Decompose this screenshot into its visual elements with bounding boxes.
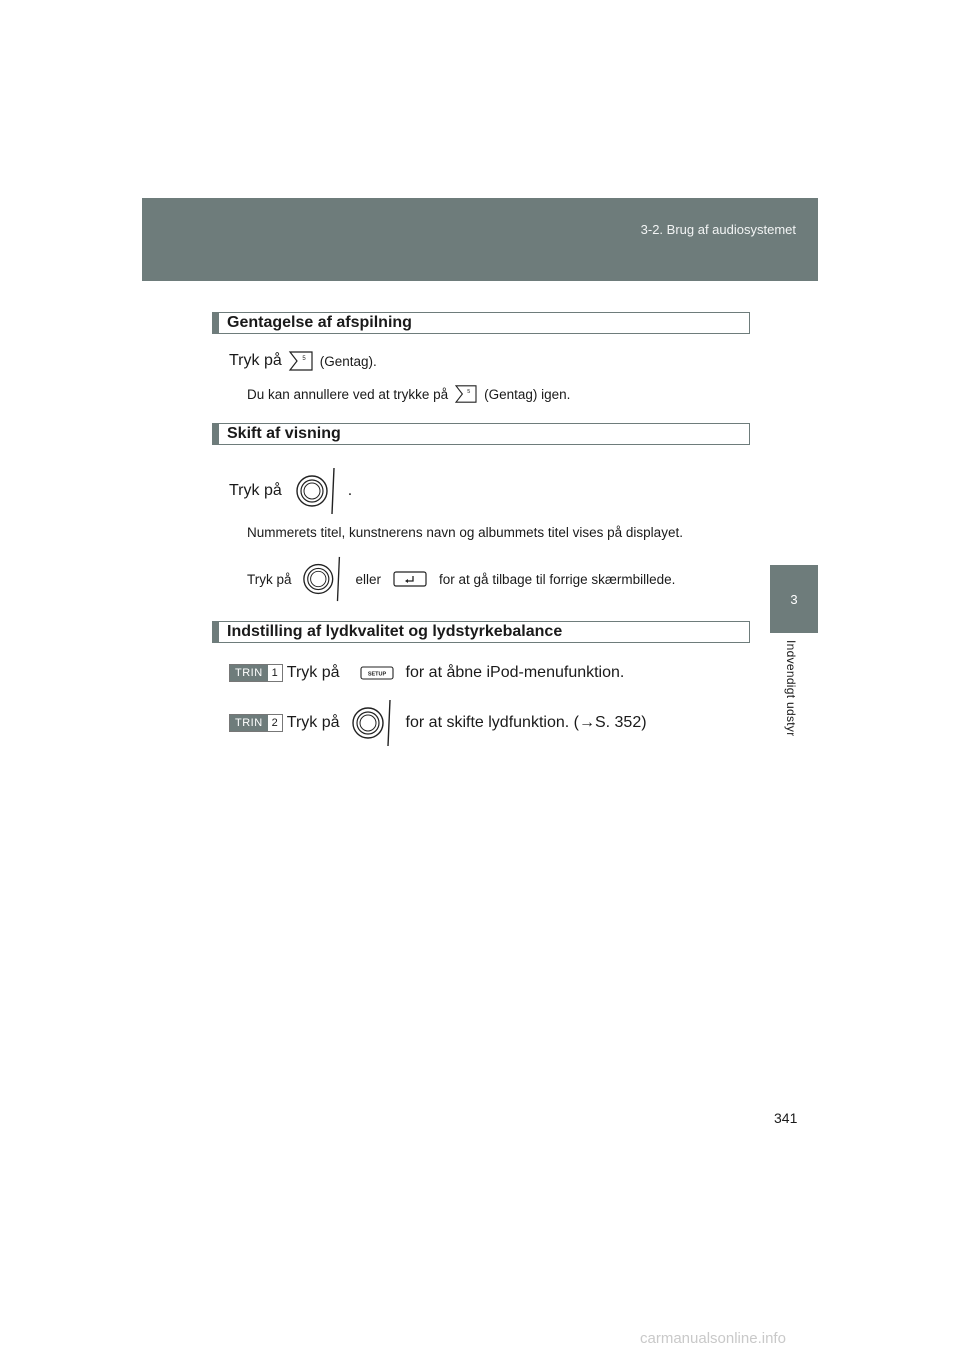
- heading-repeat-text: Gentagelse af afspilning: [227, 314, 412, 331]
- step-1-pre: Tryk på: [286, 664, 340, 681]
- display-instruction: [229, 466, 352, 516]
- step-badge-number: 2: [268, 715, 282, 731]
- step-badge-label: TRIN: [230, 715, 268, 731]
- chapter-tab: [770, 565, 818, 633]
- preset-number: 5: [467, 389, 471, 396]
- display-note-2-mid: eller: [355, 571, 382, 587]
- heading-repeat: [212, 312, 750, 334]
- step-1: [229, 664, 624, 682]
- heading-sound: [212, 621, 750, 643]
- heading-sound-text: Indstilling af lydkvalitet og lydstyrkebalance: [227, 623, 563, 640]
- step-badge-label: TRIN: [230, 665, 268, 681]
- repeat-note-pre: Du kan annullere ved at trykke på: [247, 386, 449, 402]
- display-note-1: [247, 525, 683, 540]
- display-note-2: [247, 555, 675, 603]
- setup-button-icon: [360, 666, 394, 680]
- step-1-post: for at åbne iPod-menufunktion.: [405, 664, 625, 681]
- repeat-instruction-pre: Tryk på: [229, 352, 282, 369]
- section-title: 3-2. Brug af audiosystemet: [640, 222, 796, 237]
- page-number: 341: [774, 1110, 798, 1126]
- step-badge: [229, 714, 283, 732]
- step-badge-number: 1: [268, 665, 282, 681]
- header-band: [142, 198, 818, 281]
- watermark: carmanualsonline.info: [640, 1330, 786, 1347]
- preset-button-5-icon: [454, 384, 478, 404]
- back-button-icon: [393, 571, 427, 587]
- preset-button-5-icon: [288, 350, 314, 372]
- repeat-note: [247, 384, 570, 404]
- repeat-instruction-post: (Gentag).: [319, 353, 377, 369]
- display-note-1-text: Nummerets titel, kunstnerens navn og albummets titel vises på displayet.: [247, 525, 683, 540]
- step-2-post: for at skifte lydfunktion. (→S. 352): [405, 714, 647, 731]
- repeat-instruction: [229, 350, 377, 372]
- repeat-note-post: (Gentag) igen.: [484, 386, 571, 402]
- tune-knob-icon: [300, 555, 350, 603]
- chapter-number: 3: [790, 591, 798, 607]
- step-badge: [229, 664, 283, 682]
- preset-number: 5: [302, 356, 306, 362]
- tune-knob-icon: [294, 466, 344, 516]
- heading-display-text: Skift af visning: [227, 425, 341, 442]
- display-note-2-pre: Tryk på: [247, 571, 292, 587]
- tune-knob-icon: [350, 698, 400, 748]
- step-2-pre: Tryk på: [286, 714, 340, 731]
- display-instruction-post: .: [347, 482, 353, 499]
- heading-display: [212, 423, 750, 445]
- step-2: [229, 698, 647, 748]
- display-note-2-post: for at gå tilbage til forrige skærmbillede.: [439, 571, 676, 587]
- display-instruction-pre: Tryk på: [229, 482, 282, 499]
- chapter-label: Indvendigt udstyr: [784, 640, 798, 737]
- setup-label: SETUP: [367, 671, 386, 678]
